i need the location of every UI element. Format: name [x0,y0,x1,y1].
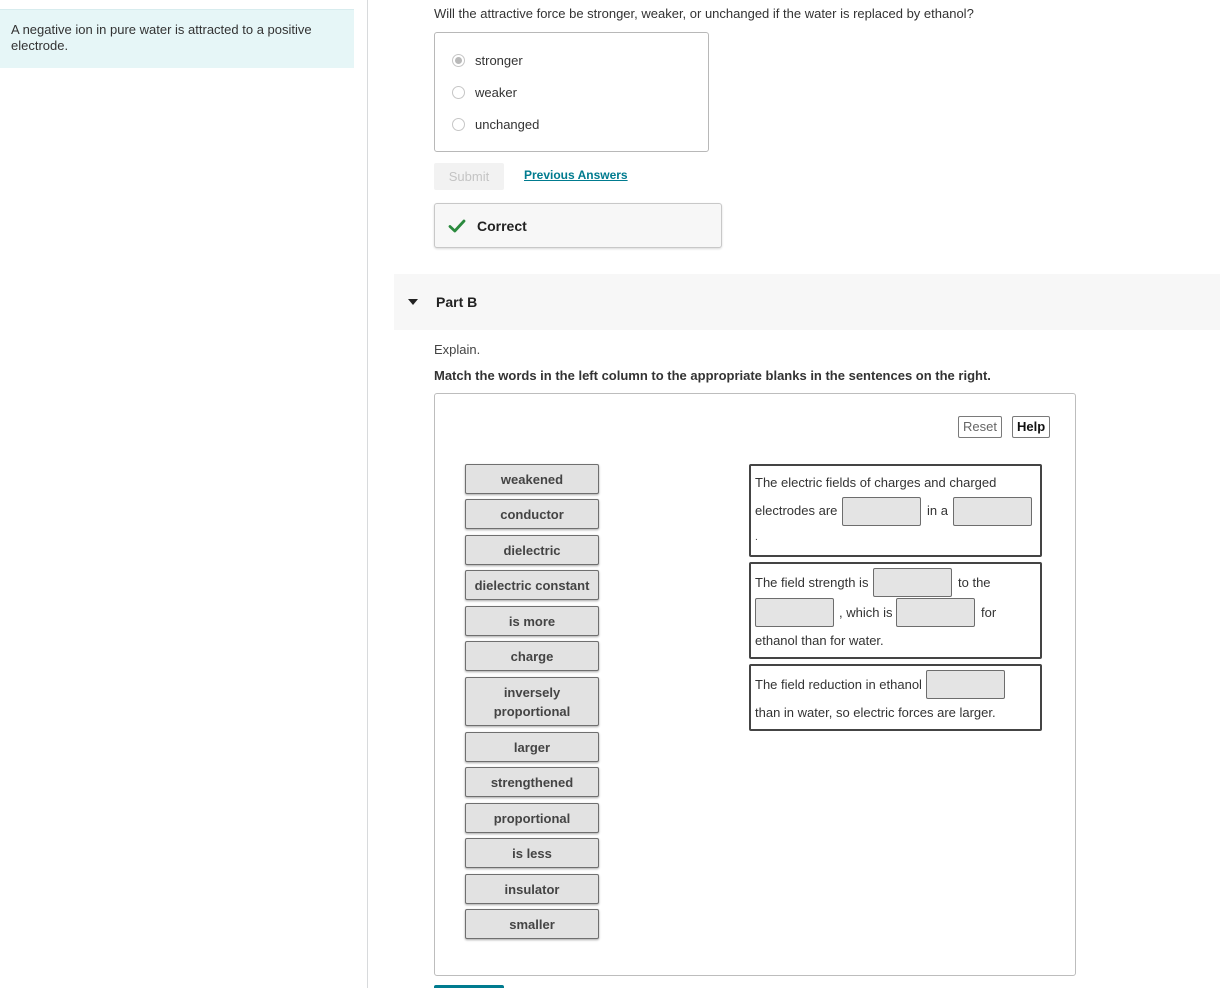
submit-button[interactable]: Submit [434,163,504,190]
help-button[interactable]: Help [1012,416,1050,438]
choice-label: stronger [475,52,523,68]
sentence-text: ethanol than for water. [755,633,884,648]
choice-stronger[interactable] [452,51,523,69]
choice-unchanged[interactable] [452,115,539,133]
sentence-text: electrodes are [755,503,838,518]
word-tile-strengthened[interactable]: strengthened [465,767,599,797]
word-tile-charge[interactable]: charge [465,641,599,671]
word-tile-proportional[interactable]: proportional [465,803,599,833]
caret-down-icon[interactable] [408,299,418,305]
sentence-box-1 [749,464,1042,557]
sentence-text: . [755,532,758,543]
part-b-instruction: Match the words in the left column to the appropriate blanks in the sentences on the right. [434,368,991,383]
word-tile-is-less[interactable]: is less [465,838,599,868]
word-tile-dielectric-constant[interactable]: dielectric constant [465,570,599,600]
problem-context: A negative ion in pure water is attracted to a positive electrode. [0,9,354,68]
drop-target-blank[interactable] [873,568,952,597]
word-tile-weakened[interactable]: weakened [465,464,599,494]
word-tile-conductor[interactable]: conductor [465,499,599,529]
part-b-header[interactable] [394,274,1220,330]
sentence-text: for [981,605,997,620]
word-tile-is-more[interactable]: is more [465,606,599,636]
part-b-title: Part B [436,294,478,310]
sentence-text: to the [958,575,991,590]
sentence-text: The field reduction in ethanol [755,677,922,692]
sentence-text: , which is [839,605,893,620]
word-tile-smaller[interactable]: smaller [465,909,599,939]
radio-button[interactable] [452,86,465,99]
part-a-question: Will the attractive force be stronger, weaker, or unchanged if the water is replaced by ethanol? [434,6,974,21]
word-tile-larger[interactable]: larger [465,732,599,762]
reset-button[interactable]: Reset [958,416,1002,438]
choice-label: weaker [475,84,517,100]
drag-and-drop-area [434,393,1076,976]
choice-label: unchanged [475,116,540,132]
sentence-box-2 [749,562,1042,659]
previous-answers-link[interactable]: Previous Answers [524,168,628,182]
feedback-box [434,203,722,248]
drop-target-blank[interactable] [842,497,921,526]
word-tile-dielectric[interactable]: dielectric [465,535,599,565]
sentence-text: than in water, so electric forces are larger. [755,705,996,720]
part-b-prompt: Explain. [434,342,481,357]
sentence-text: The field strength is [755,575,869,590]
drop-target-blank[interactable] [755,598,834,627]
word-tile-insulator[interactable]: insulator [465,874,599,904]
radio-button-selected[interactable] [452,54,465,67]
drop-target-blank[interactable] [953,497,1032,526]
feedback-label: Correct [477,217,527,234]
drop-target-blank[interactable] [926,670,1005,699]
choice-weaker[interactable] [452,83,517,101]
word-tile-inversely-proportional[interactable]: inversely proportional [465,677,599,726]
checkmark-icon [448,217,466,235]
sentence-text: The electric fields of charges and charged [755,475,997,490]
sentence-text: in a [927,503,948,518]
sentence-box-3 [749,664,1042,731]
context-panel [0,0,368,988]
answer-choices [434,32,709,152]
radio-button[interactable] [452,118,465,131]
drop-target-blank[interactable] [896,598,975,627]
